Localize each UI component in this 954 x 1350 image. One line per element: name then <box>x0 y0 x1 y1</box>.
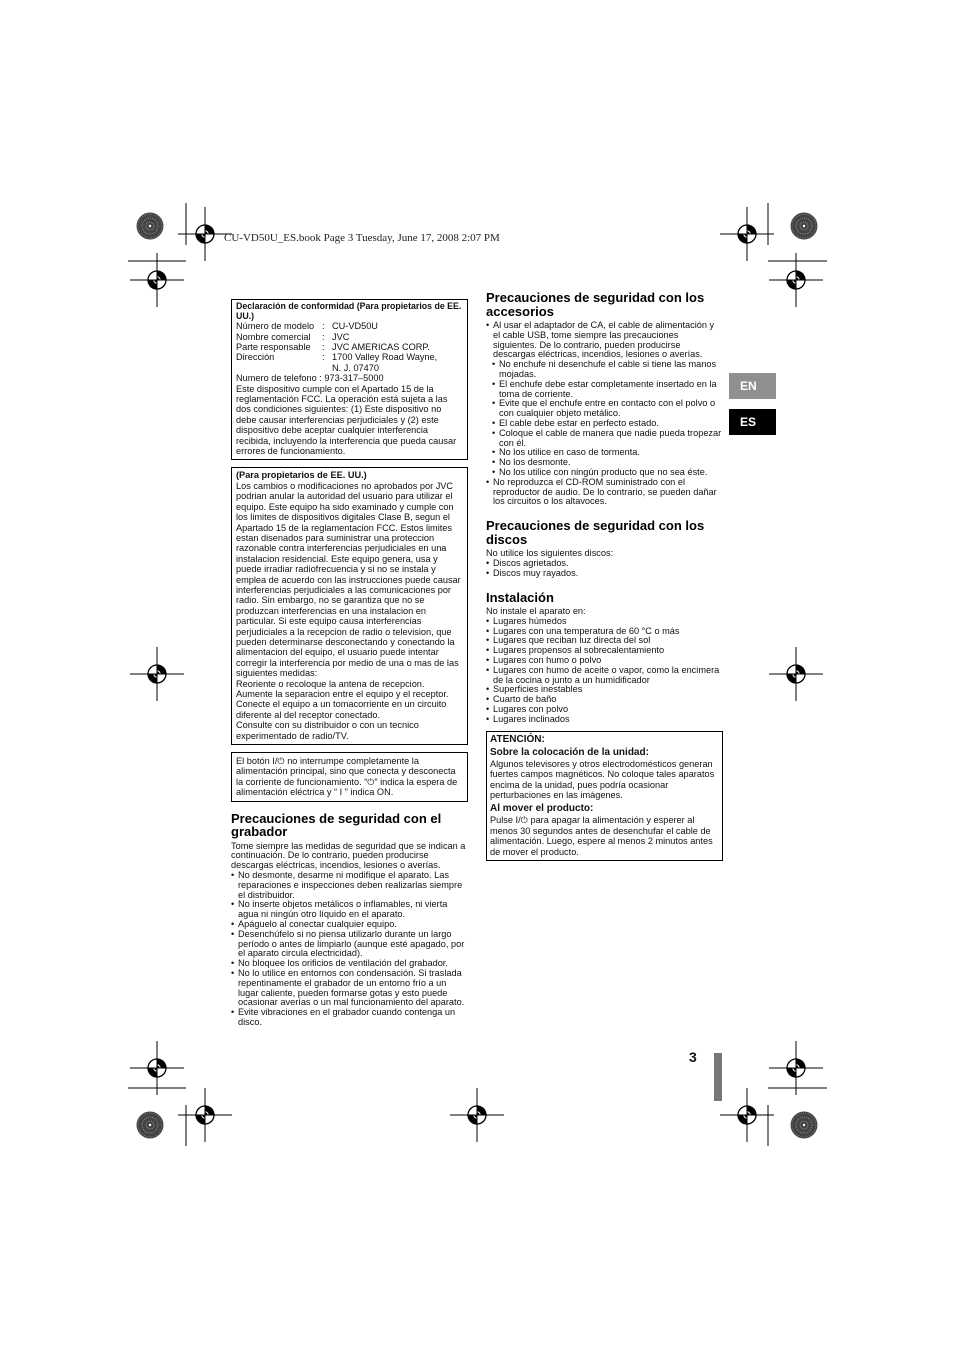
list-item: • Lugares inclinados <box>486 715 723 725</box>
list-item: • Evite que el enchufe entre en contacto con el polvo o con cualquier objeto metálico. <box>492 399 723 419</box>
discs-list <box>486 559 723 579</box>
tab-es[interactable] <box>729 409 776 435</box>
power-note: El botón I/⏻ no interrumpe completamente la alimentación principal, sino que conecta y desconecta la corriente de funcionamiento. “⏻” indica la espera de alimentación eléctrica y “ I ” indica ON. <box>236 756 458 798</box>
accessories-sublist <box>486 360 723 478</box>
us-owners-measure: Conecte el equipo a un tomacorriente en un circuito diferente al del receptor conectado. <box>236 699 447 720</box>
list-item: • No los utilice con ningún producto que no sea éste. <box>492 468 723 478</box>
list-item: • Lugares con humo de aceite o vapor, como la encimera de la cocina o junto a un humidificador <box>486 666 723 686</box>
row-key: Número de modelo <box>236 321 315 332</box>
installation-list <box>486 617 723 725</box>
list-item: • El enchufe debe estar completamente insertado en la toma de corriente. <box>492 380 723 400</box>
list-item: • Superficies inestables <box>486 685 723 695</box>
list-item: • Lugares con polvo <box>486 705 723 715</box>
row-key: Parte responsable <box>236 342 311 352</box>
list-item: • Discos agrietados. <box>486 559 723 569</box>
tab-en-label: EN <box>740 379 757 393</box>
discs-intro: No utilice los siguientes discos: <box>486 548 614 559</box>
tab-es-label: ES <box>740 415 757 429</box>
list-item: • No reproduzca el CD-ROM suministrado con el reproductor de audio. De lo contrario, se pueden dañar los circuitos o los altavoces. <box>486 478 723 507</box>
power-note-box <box>231 752 468 802</box>
list-item: • No enchufe ni desenchufe el cable si tiene las manos mojadas. <box>492 360 723 380</box>
list-item: • No bloquee los orificios de ventilación del grabador. <box>231 959 468 969</box>
list-item: • No desmonte, desarme ni modifique el aparato. Las reparaciones e inspecciones deben realizarlas siempre el distribuidor. <box>231 871 468 900</box>
row-colon: : <box>322 321 325 332</box>
recorder-intro: Tome siempre las medidas de seguridad que se indican a continuación. De lo contrario, pueden producirse descargas eléctricas, incendios, lesiones o averías. <box>231 840 466 871</box>
discs-heading: Precauciones de seguridad con los discos <box>486 518 705 547</box>
recorder-section <box>231 812 468 1028</box>
accessories-section <box>486 291 723 507</box>
print-header: CU-VD50U_ES.book Page 3 Tuesday, June 17, 2008 2:07 PM <box>224 232 500 244</box>
list-item: • Lugares húmedos <box>486 617 723 627</box>
accessories-list-2 <box>486 478 723 507</box>
list-item: • Desenchúfelo si no piensa utilizarlo durante un largo período o antes de limpiarlo (aunque esté apagado, por el aparato circula electricidad). <box>231 930 468 959</box>
tab-en[interactable] <box>729 373 776 399</box>
row-colon: : <box>322 331 325 342</box>
recorder-heading: Precauciones de seguridad con el grabador <box>231 810 442 840</box>
attention-heading-moving: Al mover el producto: <box>490 802 594 814</box>
list-item: • Cuarto de baño <box>486 695 723 705</box>
page-edge-bar <box>714 1053 722 1101</box>
us-owners-measure: Consulte con su distribuidor o con un tecnico experimentado de radio/TV. <box>236 720 419 741</box>
conformity-title: Declaración de conformidad (Para propietarios de EE. UU.) <box>236 301 462 321</box>
list-item: • Al usar el adaptador de CA, el cable de alimentación y el cable USB, tome siempre las precauciones siguientes. De lo contrario, pueden producirse descargas eléctricas, incendios, lesiones o averías. <box>486 321 723 360</box>
list-item: • No inserte objetos metálicos o inflamables, ni vierta agua ni ningún otro líquido en el aparato. <box>231 900 468 920</box>
row-value: 1700 Valley Road Wayne, N. J. 07470 <box>332 352 438 373</box>
right-column <box>486 291 723 861</box>
attention-box <box>486 731 723 862</box>
list-item: • Evite vibraciones en el grabador cuando contenga un disco. <box>231 1008 468 1028</box>
row-key: Dirección <box>236 352 275 363</box>
list-item: • Lugares que reciban luz directa del sol <box>486 636 723 646</box>
row-key: Nombre comercial <box>236 331 311 342</box>
list-item: • No lo utilice en entornos con condensación. Si traslada repentinamente el grabador de un entorno frío a un lugar caliente, pueden formarse gotas y esto puede ocasionar averías o un mal funcionamiento del aparato. <box>231 969 468 1008</box>
conformity-body: Este dispositivo cumple con el Apartado 15 de la reglamentación FCC. La operación está sujeta a las dos condiciones siguientes: (1) Este dispositivo no debe causar interferencias perjudiciales y (2) este dispositivo debe aceptar cualquier interferencia recibida, incluyendo la interferencia que pueda causar errores de funcionamiento. <box>236 383 457 457</box>
us-owners-measure: Reoriente o recoloque la antena de recepcion. <box>236 678 425 689</box>
row-value: JVC <box>332 331 350 342</box>
conformity-row <box>236 321 463 331</box>
list-item: • No los desmonte. <box>492 458 723 468</box>
us-owners-body: Los cambios o modificaciones no aprobados por JVC podrian anular la autoridad del usuario para utilizar el equipo. Este equipo ha sido examinado y cumple con los limites de dispositivos digitales Clase B, segun el Apartado 15 de la reglamentacion FCC. Estos limites estan disenados para suministrar una proteccion razonable contra interferencias perjudiciales en una instalacion residencial. Este equipo genera, usa y puede irradiar radiofrecuencia y si no se instala y emplea de acuerdo con las instrucciones puede causar interferencias perjudiciales a las comunicaciones por radio. Sin embargo, no se garantiza que no se produzcan interferencias en una instalacion en particular. Si este equipo causa interferencias perjudiciales a la recepcion de radio o television, que pueden determinarse desconectando y conectando la alimentacion del equipo, el usuario puede intentar corregir la interferencia por medio de una o mas de las siguientes medidas: <box>236 480 461 679</box>
conformity-box <box>231 299 468 460</box>
list-item: • Coloque el cable de manera que nadie pueda tropezar con él. <box>492 429 723 449</box>
attention-moving-text: Pulse I/⏻ para apagar la alimentación y esperer al menos 30 segundos antes de desenchufar el cable de alimentación. Luego, espere al menos 2 minutos antes de mover el producto. <box>490 814 713 857</box>
us-owners-title: (Para propietarios de EE. UU.) <box>236 470 367 481</box>
list-item: • No los utilice en caso de tormenta. <box>492 448 723 458</box>
accessories-list <box>486 321 723 360</box>
list-item: • Lugares propensos al sobrecalentamiento <box>486 646 723 656</box>
conformity-row <box>236 332 463 342</box>
list-item: • Apáguelo al conectar cualquier equipo. <box>231 920 468 930</box>
list-item: • Lugares con una temperatura de 60 °C o más <box>486 627 723 637</box>
list-item: • Lugares con humo o polvo <box>486 656 723 666</box>
us-owners-box <box>231 467 468 745</box>
list-item: • Discos muy rayados. <box>486 569 723 579</box>
recorder-list <box>231 871 468 1028</box>
left-column <box>231 299 468 1028</box>
attention-placement-text: Algunos televisores y otros electrodomésticos generan fuertes campos magnéticos. No coloque tales aparatos encima de la unidad, pues podría ocasionar perturbaciones en las imágenes. <box>490 758 715 801</box>
attention-title: ATENCIÓN: <box>490 733 545 745</box>
attention-heading-placement: Sobre la colocación de la unidad: <box>490 746 649 758</box>
conformity-phone: Numero de telefono : 973-317–5000 <box>236 373 384 384</box>
us-owners-measure: Aumente la separacion entre el equipo y el receptor. <box>236 689 449 699</box>
installation-heading: Instalación <box>486 589 554 605</box>
row-value: CU-VD50U <box>332 321 378 332</box>
conformity-row <box>236 352 463 373</box>
installation-section <box>486 591 723 725</box>
installation-intro: No instale el aparato en: <box>486 606 586 617</box>
row-value: JVC AMERICAS CORP. <box>332 342 430 352</box>
list-item: • El cable debe estar en perfecto estado. <box>492 419 723 429</box>
page-number: 3 <box>689 1049 697 1065</box>
discs-section <box>486 519 723 578</box>
conformity-row <box>236 342 463 352</box>
row-colon: : <box>322 352 325 363</box>
row-colon: : <box>322 342 325 352</box>
accessories-heading: Precauciones de seguridad con los accesorios <box>486 290 705 319</box>
